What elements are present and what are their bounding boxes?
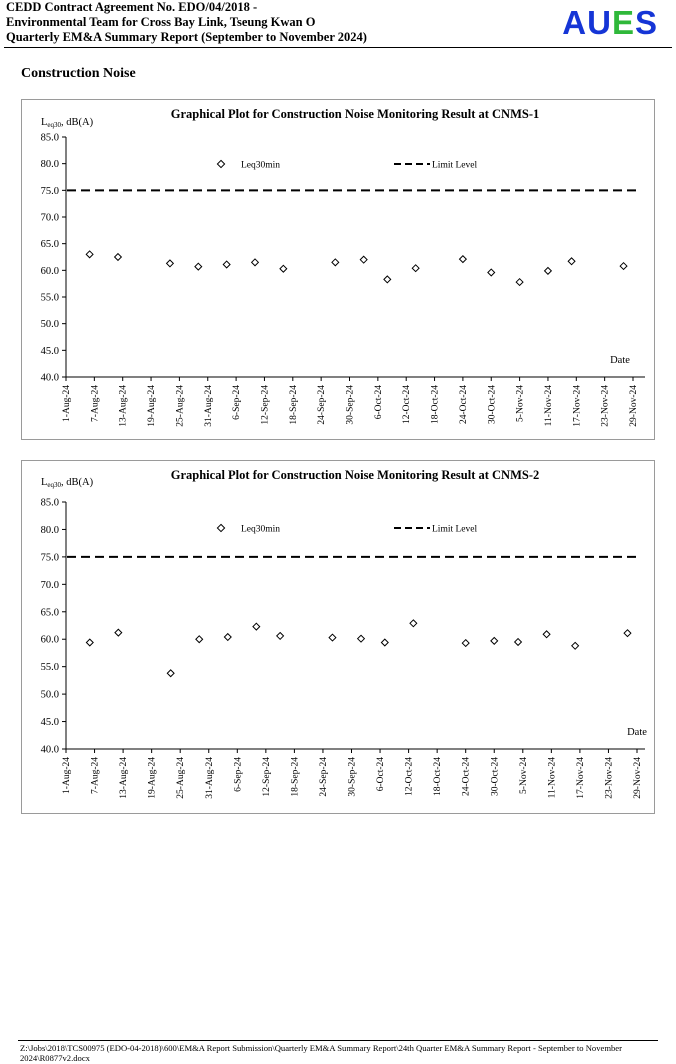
chart-frame [22,100,655,440]
x-tick-label: 17-Nov-24 [575,757,586,799]
x-tick-label: 13-Aug-24 [119,757,130,799]
x-tick-label: 12-Oct-24 [404,757,415,797]
y-axis-label: Leq30, dB(A) [41,477,94,489]
y-tick-label: 85.0 [40,497,59,509]
x-tick-label: 6-Sep-24 [233,757,244,792]
x-tick-label: 1-Aug-24 [62,757,72,794]
y-tick-label: 40.0 [40,372,59,384]
x-tick-label: 18-Oct-24 [430,385,441,425]
chart-cnms-2 [21,460,655,814]
chart-title: Graphical Plot for Construction Noise Monitoring Result at CNMS-2 [170,468,540,482]
header-line-report: Quarterly EM&A Summary Report (September to November 2024) [6,30,367,44]
x-tick-label: 29-Nov-24 [633,757,643,799]
y-tick-label: 55.0 [40,292,59,304]
y-tick-label: 80.0 [40,524,59,536]
report-header [4,0,672,48]
x-tick-label: 17-Nov-24 [572,385,583,427]
x-tick-label: 5-Nov-24 [518,757,529,794]
y-tick-label: 85.0 [40,132,59,144]
header-text [6,0,367,45]
y-tick-label: 65.0 [40,607,59,619]
y-tick-label: 70.0 [40,579,59,591]
x-tick-label: 6-Oct-24 [373,385,384,420]
logo-letter: A [562,4,588,41]
x-tick-label: 11-Nov-24 [547,757,558,799]
x-tick-label: 18-Sep-24 [290,757,301,797]
legend-label-leq: Leq30min [241,524,281,535]
x-tick-label: 19-Aug-24 [147,757,158,799]
y-tick-label: 75.0 [40,185,59,197]
x-tick-label: 31-Aug-24 [204,757,215,799]
y-tick-label: 45.0 [40,345,59,357]
header-divider [4,47,672,48]
chart-cnms-2-svg [21,460,655,814]
x-tick-label: 24-Sep-24 [318,757,329,797]
logo-letter: E [611,4,635,41]
x-tick-label: 25-Aug-24 [175,385,186,427]
x-tick-label: 19-Aug-24 [147,385,158,427]
y-axis-label: Leq30, dB(A) [41,117,94,129]
x-tick-label: 13-Aug-24 [118,385,129,427]
footer-path: Z:\Jobs\2018\TCS00975 (EDO-04-2018)\600\EM&A Report Submission\Quarterly EM&A Summary Report\24th Quarter EM&A Summary Report - September to November 2024\R0877v2.docx [20,1043,622,1063]
x-tick-label: 11-Nov-24 [543,385,554,427]
footer-divider [18,1040,658,1041]
y-tick-label: 50.0 [40,689,59,701]
chart-title: Graphical Plot for Construction Noise Monitoring Result at CNMS-1 [170,107,540,121]
x-tick-label: 7-Aug-24 [90,385,101,422]
legend-label-limit: Limit Level [432,524,478,535]
x-tick-label: 6-Oct-24 [376,757,387,792]
x-tick-label: 30-Sep-24 [345,385,356,425]
legend-label-limit: Limit Level [432,160,478,171]
header-line-team: Environmental Team for Cross Bay Link, Tseung Kwan O [6,15,316,29]
header-line-contract: CEDD Contract Agreement No. EDO/04/2018 - [6,0,258,14]
logo-letter: S [634,4,658,41]
x-tick-label: 30-Oct-24 [490,757,501,797]
x-tick-label: 31-Aug-24 [203,385,214,427]
y-tick-label: 55.0 [40,662,59,674]
x-axis-label: Date [610,355,630,366]
x-tick-label: 24-Sep-24 [317,385,328,425]
x-tick-label: 6-Sep-24 [232,385,243,420]
x-tick-label: 12-Oct-24 [402,385,413,425]
y-tick-label: 60.0 [40,634,59,646]
section-title: Construction Noise [21,66,136,81]
x-tick-label: 23-Nov-24 [600,385,611,427]
y-tick-label: 45.0 [40,717,59,729]
chart-cnms-1 [21,99,655,440]
x-tick-label: 29-Nov-24 [629,385,639,427]
x-axis-label: Date [627,727,647,738]
y-tick-label: 70.0 [40,212,59,224]
x-tick-label: 25-Aug-24 [176,757,187,799]
y-tick-label: 75.0 [40,552,59,564]
legend-label-leq: Leq30min [241,160,281,171]
y-tick-label: 50.0 [40,319,59,331]
x-tick-label: 24-Oct-24 [458,385,469,425]
x-tick-label: 1-Aug-24 [62,385,72,422]
x-tick-label: 18-Oct-24 [433,757,444,797]
x-tick-label: 30-Oct-24 [487,385,498,425]
chart-frame [22,461,655,814]
x-tick-label: 23-Nov-24 [604,757,615,799]
x-tick-label: 5-Nov-24 [515,385,526,422]
x-tick-label: 12-Sep-24 [261,757,272,797]
x-tick-label: 18-Sep-24 [288,385,299,425]
x-tick-label: 24-Oct-24 [461,757,472,797]
x-tick-label: 12-Sep-24 [260,385,271,425]
y-tick-label: 80.0 [40,159,59,171]
y-tick-label: 40.0 [40,744,59,756]
x-tick-label: 7-Aug-24 [90,757,101,794]
logo-letter: U [587,4,612,41]
chart-cnms-1-svg [21,99,655,440]
x-tick-label: 30-Sep-24 [347,757,358,797]
y-tick-label: 65.0 [40,239,59,251]
aues-logo [562,3,658,43]
y-tick-label: 60.0 [40,265,59,277]
